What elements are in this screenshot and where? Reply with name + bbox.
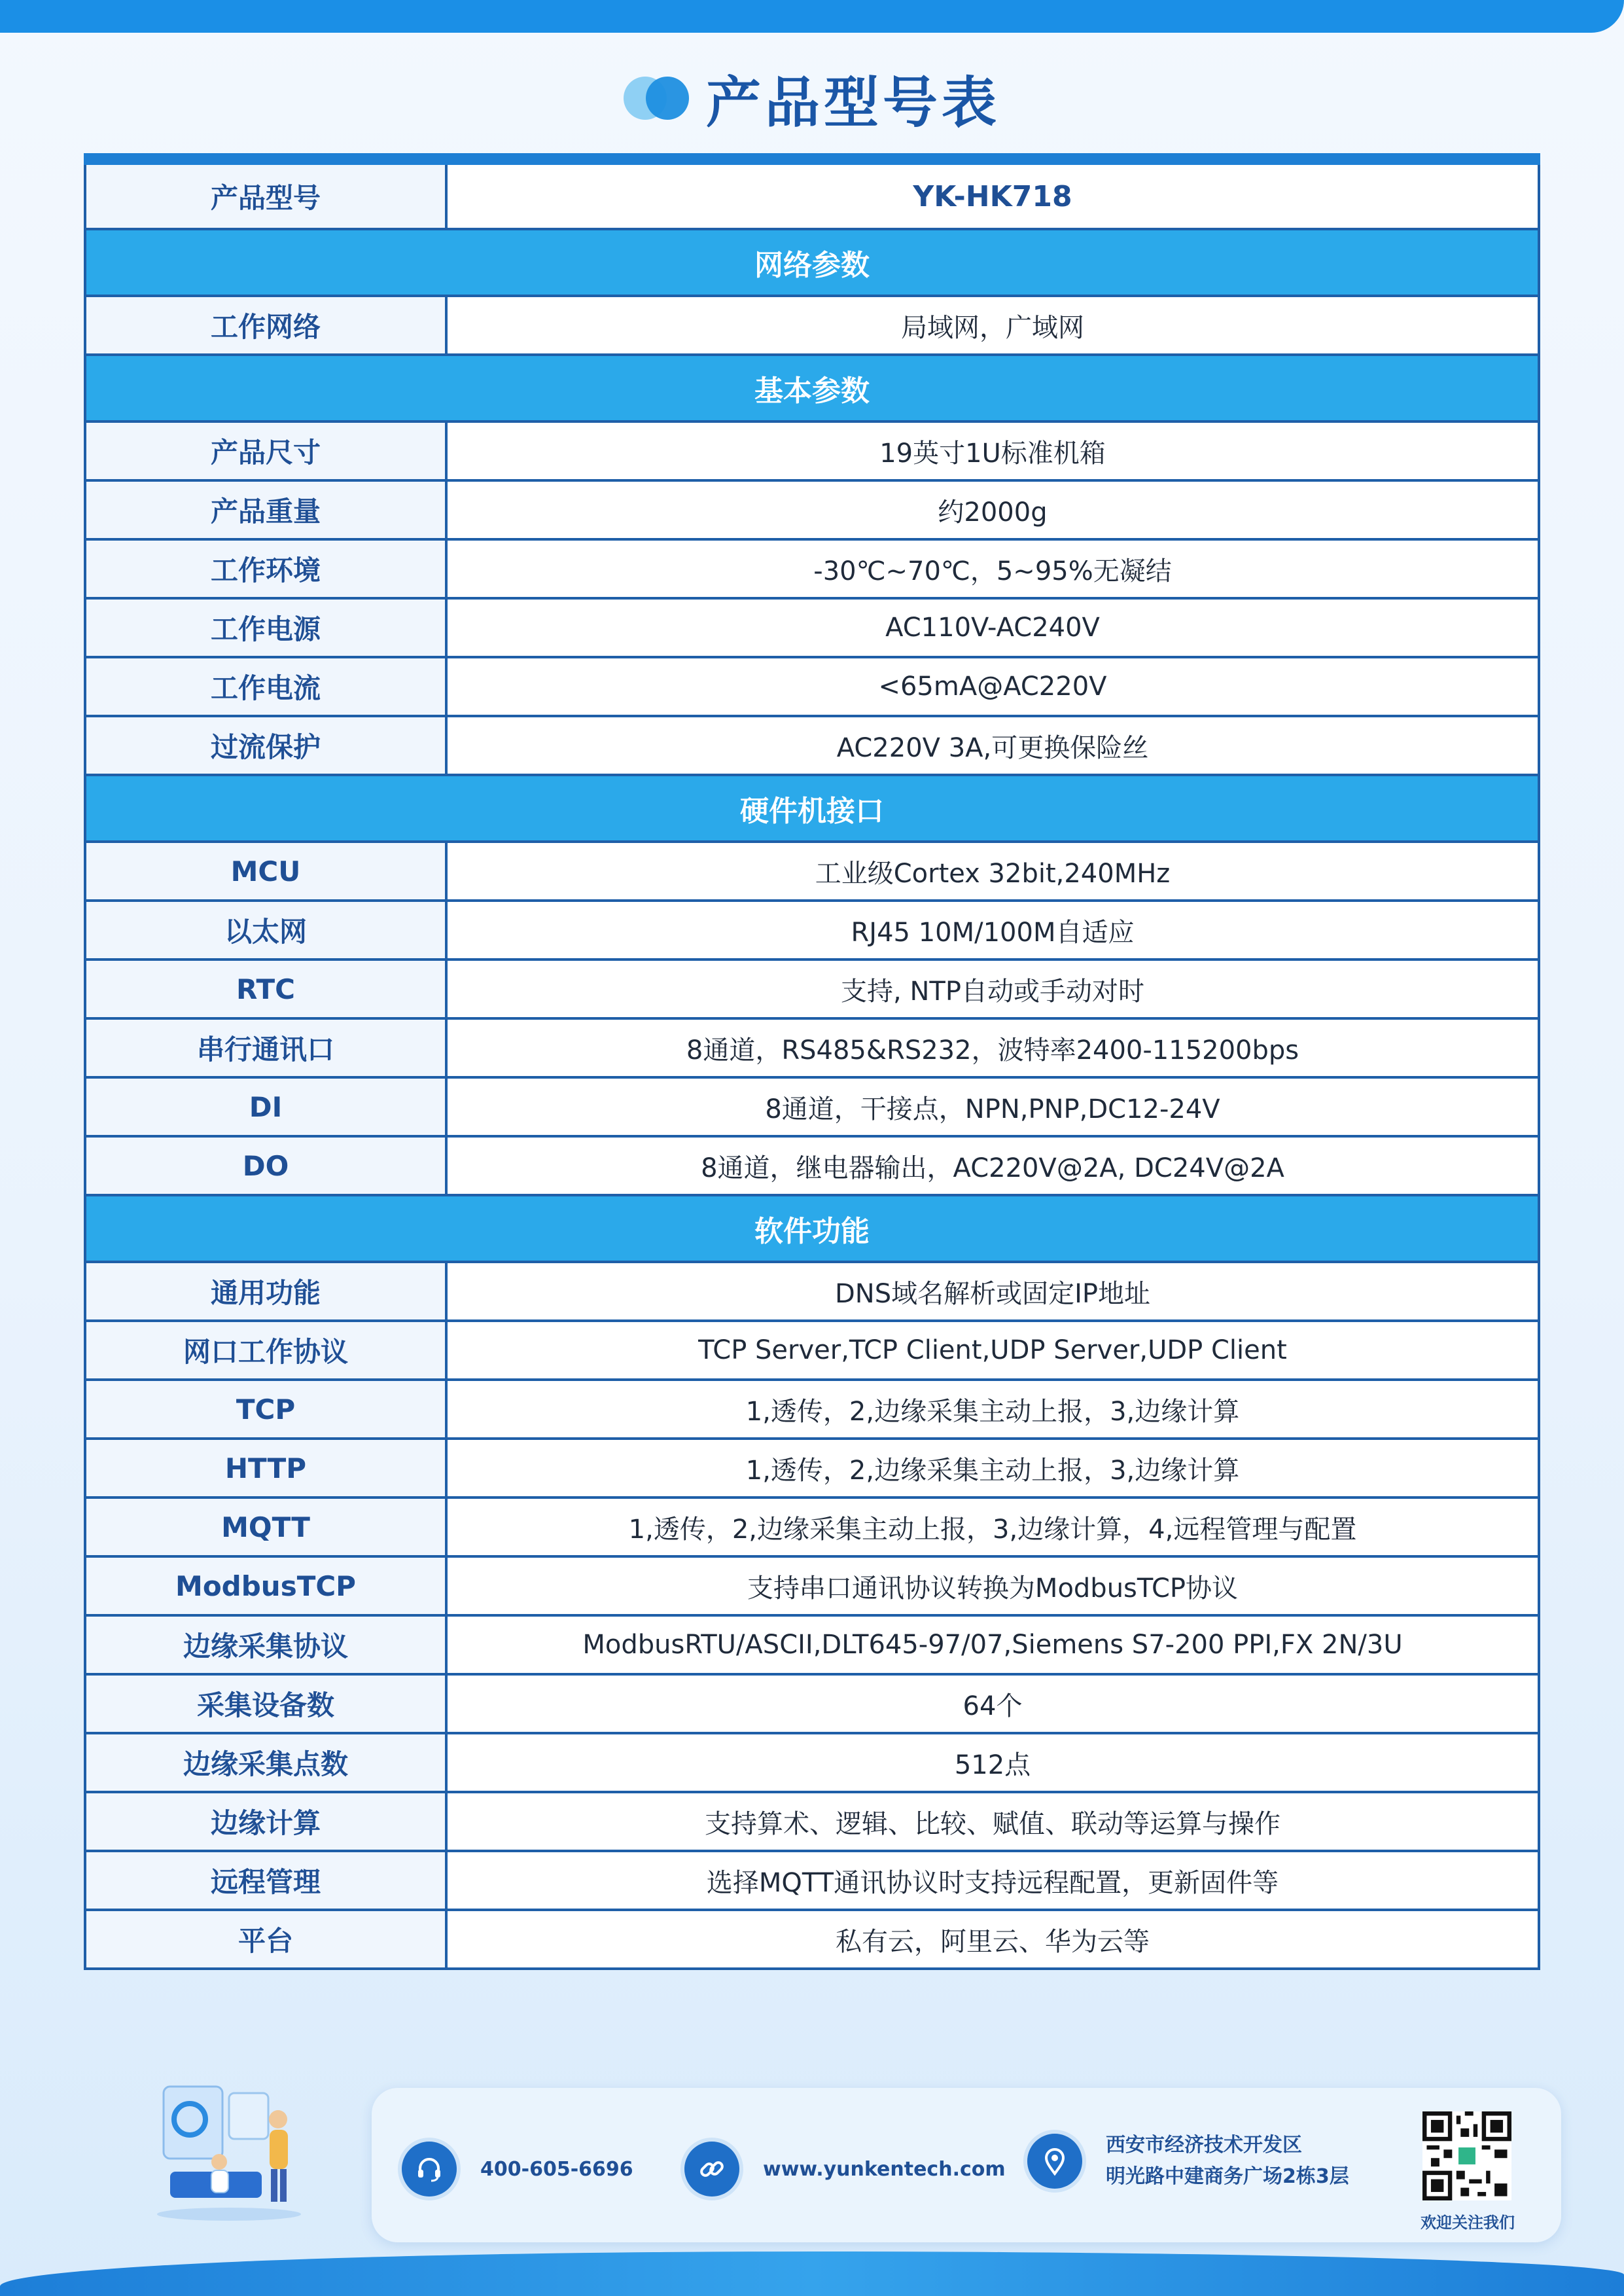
row-value: 工业级Cortex 32bit,240MHz [446,842,1539,901]
row-value: AC110V-AC240V [446,598,1539,657]
row-label: 产品尺寸 [85,422,446,480]
table-row [85,1380,1539,1439]
table-row [85,480,1539,539]
row-value: 1,透传，2,边缘采集主动上报，3,边缘计算 [446,1439,1539,1498]
row-label: 以太网 [85,901,446,960]
row-value: 选择MQTT通讯协议时支持远程配置，更新固件等 [446,1851,1539,1910]
table-row [85,716,1539,775]
qr-code-icon[interactable] [1422,2111,1511,2200]
table-row [85,1733,1539,1792]
row-label: 通用功能 [85,1262,446,1321]
address-contact [1023,2130,1349,2193]
spec-table [84,153,1540,1970]
row-label: DI [85,1077,446,1136]
section-title: 硬件机接口 [85,775,1539,842]
table-row [85,422,1539,480]
row-label: 工作环境 [85,539,446,598]
table-row [85,598,1539,657]
row-value: AC220V 3A,可更换保险丝 [446,716,1539,775]
row-label: DO [85,1136,446,1195]
table-row [85,1077,1539,1136]
title-circles-icon [624,77,689,120]
table-row [85,1792,1539,1851]
row-value: 8通道，RS485&RS232，波特率2400-115200bps [446,1018,1539,1077]
row-value: 支持串口通讯协议转换为ModbusTCP协议 [446,1556,1539,1615]
row-label: 采集设备数 [85,1674,446,1733]
section-title: 网络参数 [85,229,1539,296]
table-row [85,1262,1539,1321]
row-label: TCP [85,1380,446,1439]
row-label: 网口工作协议 [85,1321,446,1380]
table-row [85,1136,1539,1195]
section-title: 软件功能 [85,1195,1539,1262]
link-icon [680,2138,743,2200]
row-label: ModbusTCP [85,1556,446,1615]
table-row [85,539,1539,598]
table-row [85,1851,1539,1910]
top-banner-bar [0,0,1624,33]
row-label: 平台 [85,1910,446,1969]
model-value: YK-HK718 [446,159,1539,229]
table-row [85,1018,1539,1077]
row-value: RJ45 10M/100M自适应 [446,901,1539,960]
model-row [85,159,1539,229]
section-header-row [85,229,1539,296]
website-url: www.yunkentech.com [763,2157,1006,2181]
row-value: 19英寸1U标准机箱 [446,422,1539,480]
section-header-row [85,355,1539,422]
row-value: 私有云，阿里云、华为云等 [446,1910,1539,1969]
row-label: 远程管理 [85,1851,446,1910]
phone-number: 400-605-6696 [480,2157,633,2181]
section-title: 基本参数 [85,355,1539,422]
address-line-1: 西安市经济技术开发区 [1106,2134,1302,2157]
qr-caption: 欢迎关注我们 [1421,2214,1515,2232]
page-title: 产品型号表 [705,70,1000,135]
row-value: 约2000g [446,480,1539,539]
row-label: 过流保护 [85,716,446,775]
row-label: MQTT [85,1498,446,1556]
page-header [0,59,1624,137]
row-value: 8通道，干接点，NPN,PNP,DC12-24V [446,1077,1539,1136]
row-value: 支持算术、逻辑、比较、赋值、联动等运算与操作 [446,1792,1539,1851]
engineer-illustration [144,2073,314,2224]
table-row [85,1498,1539,1556]
row-label: 串行通讯口 [85,1018,446,1077]
table-row [85,901,1539,960]
row-label: 边缘计算 [85,1792,446,1851]
table-row [85,1615,1539,1674]
row-label: RTC [85,960,446,1018]
phone-contact[interactable] [398,2138,633,2200]
row-label: MCU [85,842,446,901]
table-row [85,1321,1539,1380]
row-value: <65mA@AC220V [446,657,1539,716]
table-row [85,1556,1539,1615]
section-header-row [85,1195,1539,1262]
address-line-2: 明光路中建商务广场2栋3层 [1106,2165,1349,2188]
row-label: 工作网络 [85,296,446,355]
row-value: 64个 [446,1674,1539,1733]
headset-icon [398,2138,461,2200]
row-label: 边缘采集点数 [85,1733,446,1792]
row-value: ModbusRTU/ASCII,DLT645-97/07,Siemens S7-200 PPI,FX 2N/3U [446,1615,1539,1674]
row-value: 1,透传，2,边缘采集主动上报，3,边缘计算 [446,1380,1539,1439]
table-row [85,296,1539,355]
row-value: -30℃~70℃，5~95%无凝结 [446,539,1539,598]
row-value: 局域网，广域网 [446,296,1539,355]
table-row [85,842,1539,901]
table-row [85,657,1539,716]
location-pin-icon [1023,2130,1086,2193]
row-label: 工作电源 [85,598,446,657]
row-value: 8通道，继电器输出，AC220V@2A, DC24V@2A [446,1136,1539,1195]
row-value: TCP Server,TCP Client,UDP Server,UDP Client [446,1321,1539,1380]
row-label: 工作电流 [85,657,446,716]
table-row [85,960,1539,1018]
row-label: HTTP [85,1439,446,1498]
table-row [85,1674,1539,1733]
contact-card [372,2088,1561,2242]
row-value: 512点 [446,1733,1539,1792]
model-label: 产品型号 [85,159,446,229]
table-row [85,1910,1539,1969]
table-row [85,1439,1539,1498]
website-contact[interactable] [680,2138,1006,2200]
row-value: 支持, NTP自动或手动对时 [446,960,1539,1018]
row-value: 1,透传，2,边缘采集主动上报，3,边缘计算，4,远程管理与配置 [446,1498,1539,1556]
row-value: DNS域名解析或固定IP地址 [446,1262,1539,1321]
row-label: 产品重量 [85,480,446,539]
section-header-row [85,775,1539,842]
row-label: 边缘采集协议 [85,1615,446,1674]
bottom-wave-decoration [0,2251,1624,2296]
